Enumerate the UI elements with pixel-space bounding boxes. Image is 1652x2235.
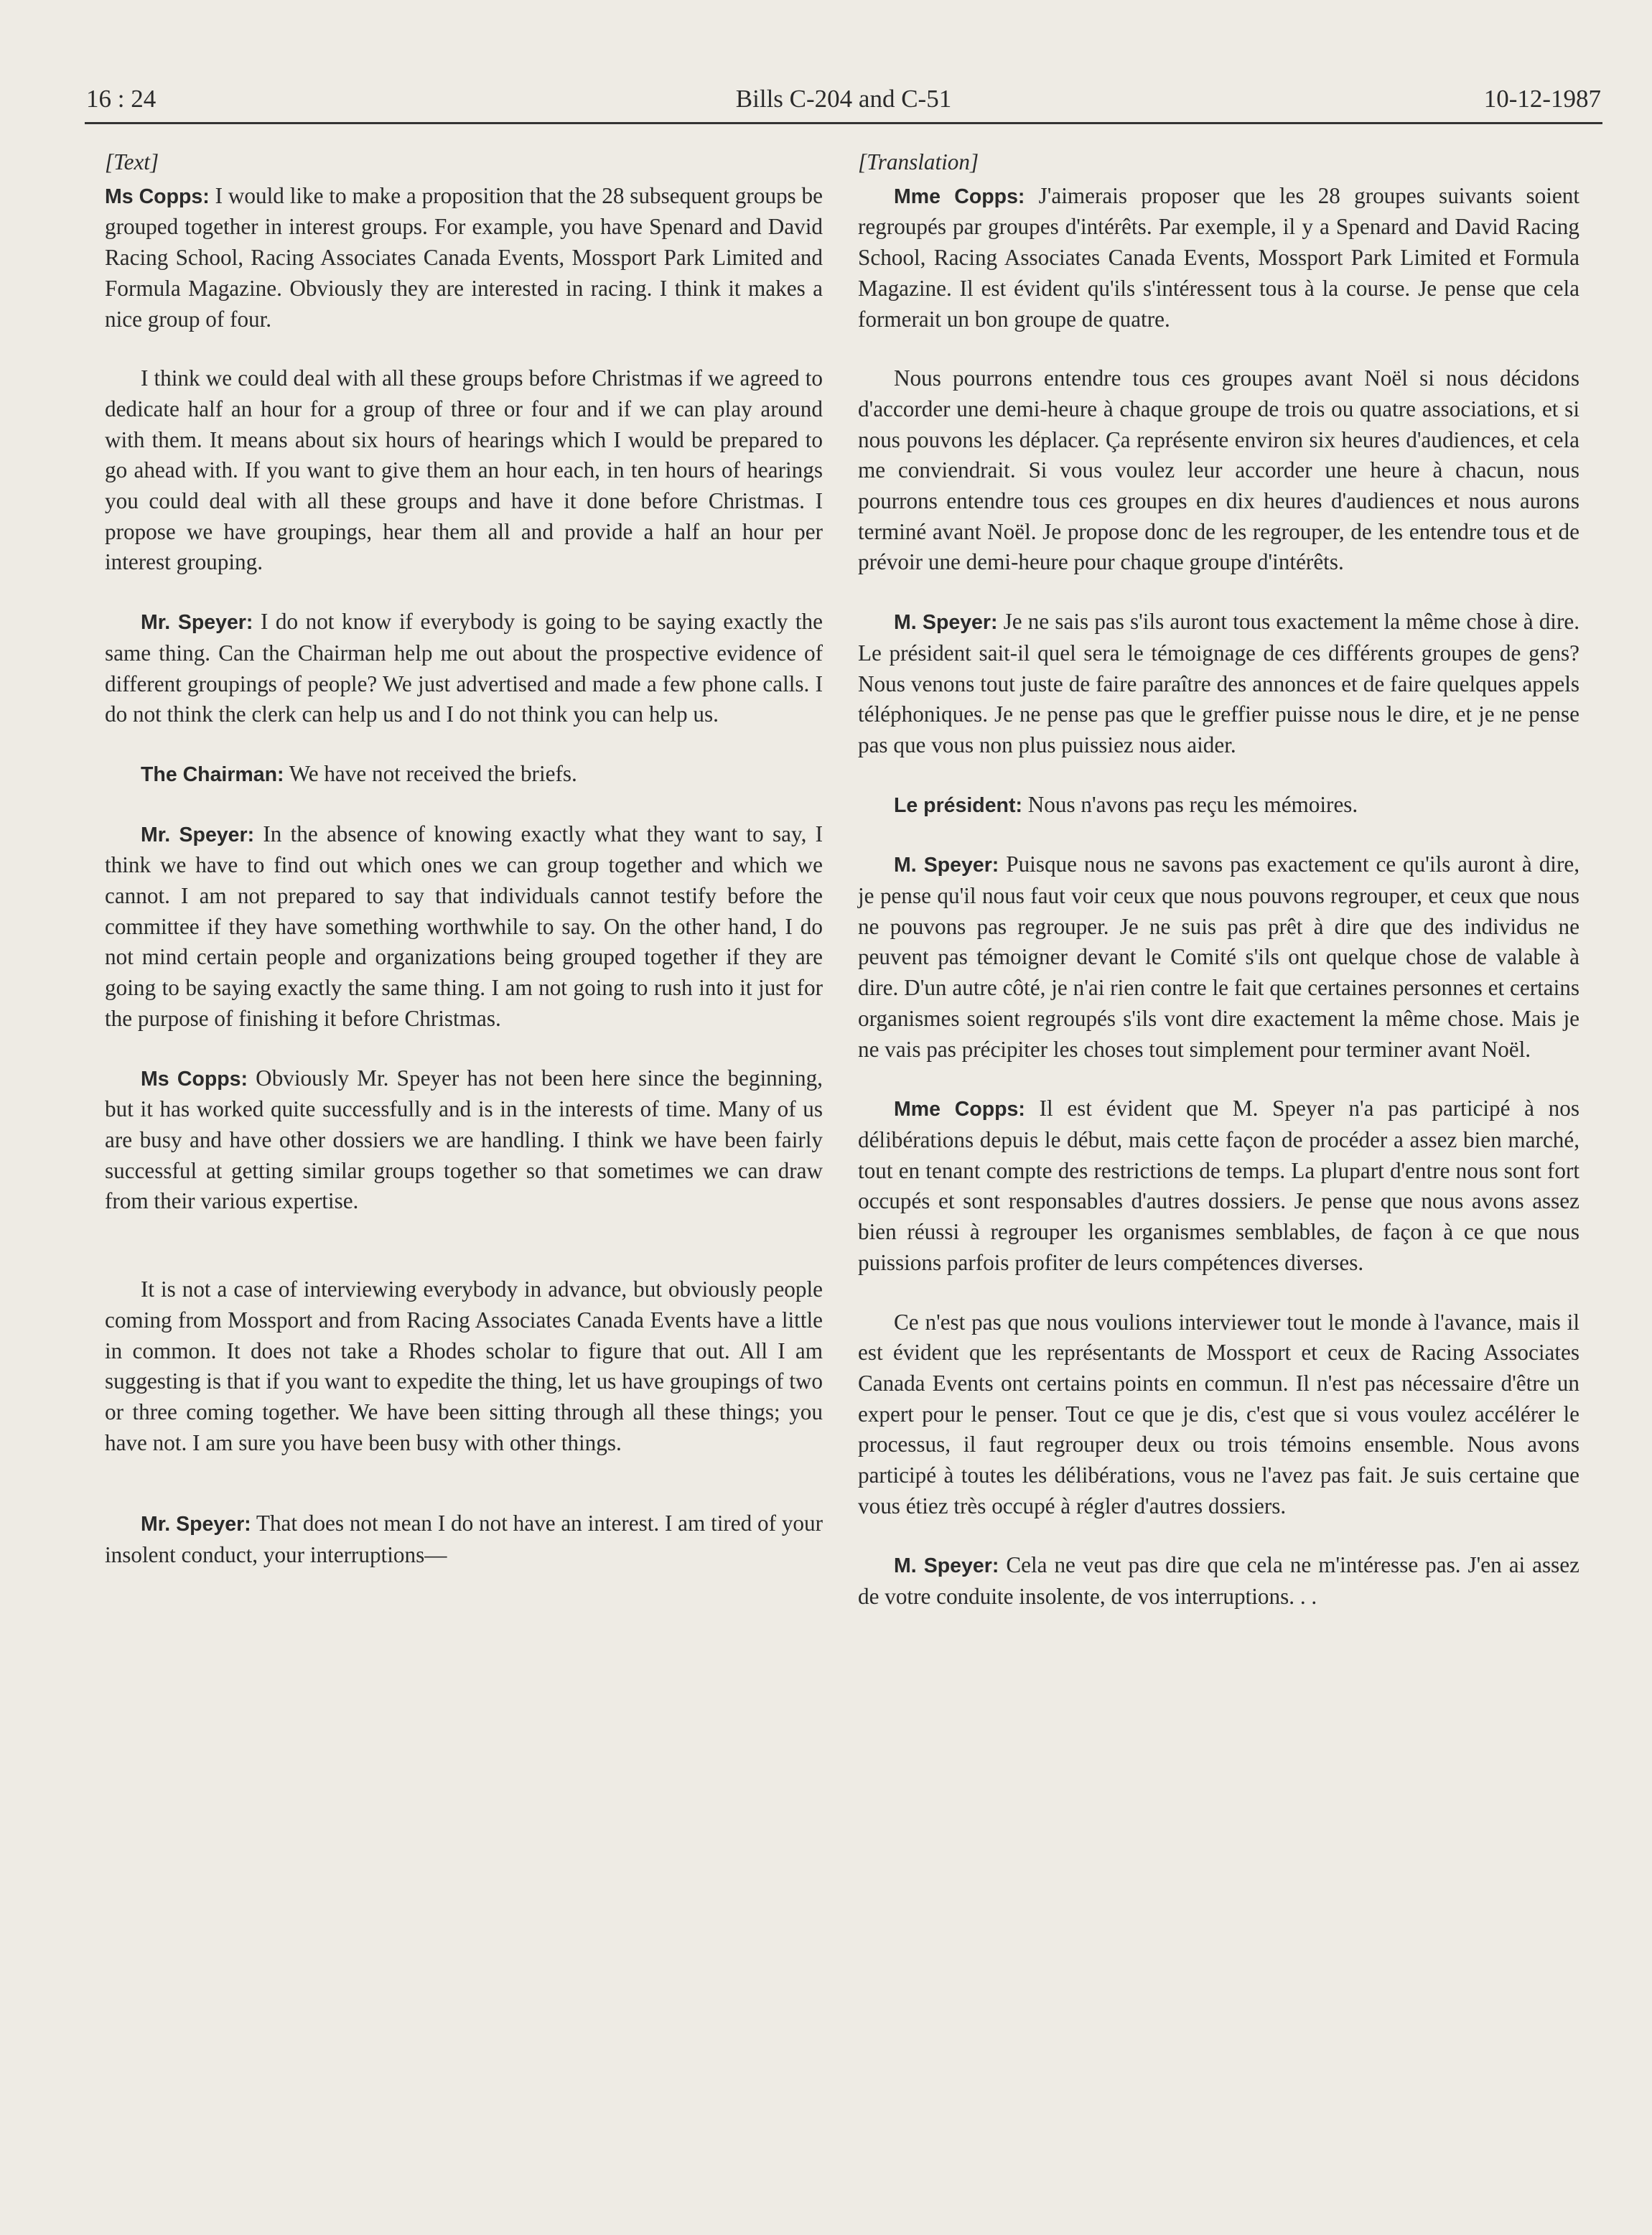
paragraph-text: Obviously Mr. Speyer has not been here since the beginning, but it has worked quite successfully and is in the interests of time. Many of us are busy and have other dossiers we are handling. I think we have been fairly successful at getting similar groups together so that sometimes we can draw from their various expertise. — [105, 1065, 823, 1214]
paragraph-text: Je ne sais pas s'ils auront tous exactement la même chose à dire. Le président sait-il quel sera le témoignage de ces différents groupes de gens? Nous venons tout juste de faire paraître des annonces et de faire quelques appels téléphoniques. Je ne pense pas que le greffier puisse nous le dire, et je ne pense pas que vous non plus puissiez nous aider. — [858, 609, 1579, 757]
paragraph-text: Cela ne veut pas dire que cela ne m'intéresse pas. J'en ai assez de votre conduite insolente, de vos interruptions. . . — [858, 1552, 1579, 1610]
paragraph-text: That does not mean I do not have an interest. I am tired of your insolent conduct, your interruptions— — [105, 1511, 823, 1568]
french-column — [858, 147, 1579, 1641]
paragraph-text: I think we could deal with all these groups before Christmas if we agreed to dedicate half an hour for a group of three or four and if we can play around with them. It means about six hours of hearings which I would be prepared to go ahead with. If you want to give them an hour each, in ten hours of hearings you could deal with all these groups and have it done before Christmas. I propose we have groupings, hear them all and provide a half an hour per interest grouping. — [105, 365, 823, 575]
document-date: 10-12-1987 — [1483, 85, 1601, 113]
column-label-text: [Text] — [105, 149, 159, 174]
speaker-name: The Chairman: — [141, 762, 284, 786]
page-header — [86, 85, 1601, 128]
paragraph-text: Ce n'est pas que nous voulions interviewer tout le monde à l'avance, mais il est évident que les représentants de Mossport et ceux de Racing Associates Canada Events ont certains points en commun. Il n'est pas nécessaire d'être un expert pour le penser. Tout ce que je dis, c'est que si vous voulez accélérer le processus, il faut regrouper deux ou trois témoins ensemble. Nous avons participé à toutes les délibérations, vous ne l'avez pas fait. Je suis certaine que vous étiez très occupé à régler d'autres dossiers. — [858, 1309, 1579, 1518]
speaker-name: Mme Copps: — [894, 1098, 1025, 1121]
document-title: Bills C-204 and C-51 — [735, 85, 952, 113]
paragraph — [105, 1063, 823, 1218]
speaker-name: M. Speyer: — [894, 1554, 999, 1578]
paragraph-text: Puisque nous ne savons pas exactement ce qu'ils auront à dire, je pense qu'il nous faut voir ceux que nous pouvons regrouper, et ceux que nous ne pouvons pas regrouper. Je ne suis pas prêt à dire que des individus ne peuvent pas témoigner devant le Comité s'ils ont quelque chose de valable à dire. D'un autre côté, je n'ai rien contre le fait que certaines personnes et certains organismes soient regroupés s'ils vont dire exactement la même chose. Mais je ne vais pas précipiter les choses tout simplement pour terminer avant Noël. — [858, 851, 1579, 1062]
page-number: 16 : 24 — [86, 85, 157, 113]
speaker-name: Le président: — [894, 793, 1022, 817]
paragraph — [858, 790, 1579, 821]
paragraph-text: Nous pourrons entendre tous ces groupes avant Noël si nous décidons d'accorder une demi-heure à chaque groupe de trois ou quatre associations, et si nous pouvons les déplacer. Ça représente environ six heures d'audiences, et cela me conviendrait. Si vous voulez leur accorder une heure à chacun, nous pourrons entendre tous ces groupes en dix heures d'audiences et nous aurons terminé avant Noël. Je propose donc de les regrouper, de les entendre tous et de prévoir une demi-heure pour chaque groupe d'intérêts. — [858, 365, 1579, 575]
column-label-translation: [Translation] — [858, 149, 979, 174]
english-column — [105, 147, 823, 1600]
paragraph — [105, 819, 823, 1035]
paragraph — [105, 363, 823, 578]
paragraph — [858, 1307, 1579, 1522]
paragraph — [858, 181, 1579, 335]
paragraph — [858, 1550, 1579, 1612]
paragraph-text: Nous n'avons pas reçu les mémoires. — [1022, 791, 1358, 817]
paragraph-text: I do not know if everybody is going to be saying exactly the same thing. Can the Chairman help me out about the prospective evidence of different groupings of people? We just advertised and made a few phone calls. I do not think the clerk can help us and I do not think you can help us. — [105, 609, 823, 727]
paragraph-text: Il est évident que M. Speyer n'a pas participé à nos délibérations depuis le début, mais cette façon de procéder a assez bien marché, tout en tenant compte des restrictions de temps. La plupart d'entre nous sont fort occupés et sont responsables d'autres dossiers. Je pense que nous avons assez bien réussi à regrouper les organismes semblables, de façon à ce que nous puissions parfois profiter de leurs compétences diverses. — [858, 1096, 1579, 1275]
paragraph — [858, 1093, 1579, 1278]
speaker-name: M. Speyer: — [894, 611, 998, 635]
paragraph — [858, 607, 1579, 761]
paragraph-text: J'aimerais proposer que les 28 groupes suivants soient regroupés par groupes d'intérêts. Par exemple, il y a Spenard and David Racing School, Racing Associates Canada Events, Mossport Park Limited et Formula Magazine. Il est évident qu'ils s'intéressent tous à la course. Je pense que cela formerait un bon groupe de quatre. — [858, 182, 1579, 332]
paragraph-text: We have not received the briefs. — [284, 760, 577, 786]
paragraph — [105, 607, 823, 730]
speaker-name: Mr. Speyer: — [141, 1513, 251, 1536]
paragraph-text: In the absence of knowing exactly what they want to say, I think we have to find out which ones we can group together and which we cannot. I am not prepared to say that individuals cannot testify before the committee if they have something worthwhile to say. On the other hand, I do not mind certain people and organizations being grouped together if they are going to be saying exactly the same thing. I am not going to rush into it just for the purpose of finishing it before Christmas. — [105, 821, 823, 1031]
paragraph — [858, 849, 1579, 1065]
speaker-name: Mr. Speyer: — [141, 611, 253, 635]
paragraph-text: I would like to make a proposition that the 28 subsequent groups be grouped together in interest groups. For example, you have Spenard and David Racing School, Racing Associates Canada Events, Mossport Park Limited and Formula Magazine. Obviously they are interested in racing. I think it makes a nice group of four. — [105, 182, 823, 332]
paragraph — [105, 1274, 823, 1458]
paragraph — [105, 181, 823, 335]
speaker-name: M. Speyer: — [894, 854, 999, 877]
speaker-name: Mr. Speyer: — [141, 823, 255, 846]
header-rule — [85, 122, 1602, 124]
paragraph — [105, 759, 823, 790]
paragraph — [858, 363, 1579, 578]
speaker-name: Ms Copps: — [141, 1067, 248, 1091]
paragraph — [105, 1508, 823, 1570]
paragraph-text: It is not a case of interviewing everybody in advance, but obviously people coming from Mossport and from Racing Associates Canada Events have a little in common. It does not take a Rhodes scholar to figure that out. All I am suggesting is that if you want to expedite the thing, let us have groupings of two or three coming together. We have been sitting through all these things; you have not. I am sure you have been busy with other things. — [105, 1277, 823, 1455]
speaker-name: Mme Copps: — [894, 185, 1025, 208]
speaker-name: Ms Copps: — [105, 185, 210, 208]
